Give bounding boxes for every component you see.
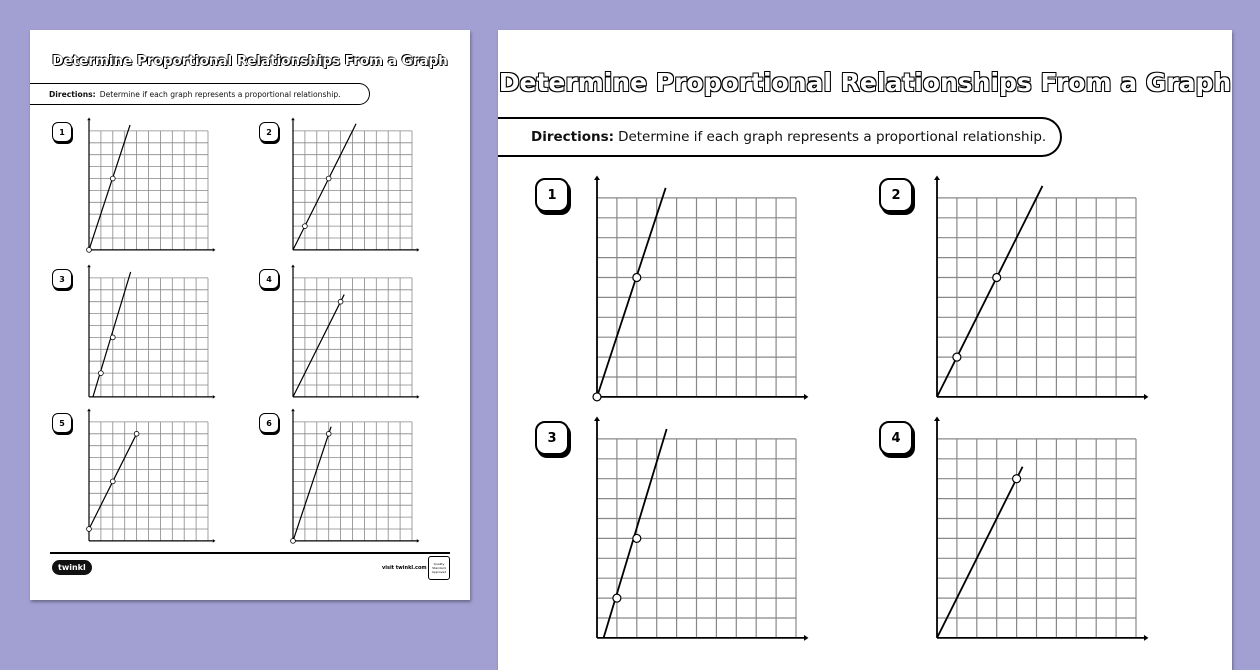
y-axis-arrow [594, 417, 600, 421]
y-axis-arrow [87, 118, 91, 121]
data-point [110, 176, 115, 181]
data-point [953, 353, 961, 361]
question-badge-2: 2 [259, 122, 279, 142]
directions-box [498, 117, 1062, 157]
coordinate-grid [591, 413, 812, 644]
x-axis-arrow [1144, 635, 1148, 641]
graph-2 [931, 172, 1152, 407]
data-point [303, 224, 308, 229]
y-axis-arrow [291, 265, 295, 268]
footer-divider [50, 552, 450, 554]
coordinate-grid [83, 404, 220, 547]
quality-seal: Quality Standard Approved [428, 556, 450, 580]
coordinate-grid [83, 260, 220, 403]
directions-label: Directions: [49, 89, 96, 99]
data-point [338, 299, 343, 304]
data-point [134, 431, 139, 436]
directions-text: Determine if each graph represents a proportional relationship. [99, 89, 341, 99]
coordinate-grid [287, 113, 424, 256]
data-point [87, 248, 92, 253]
y-axis-arrow [291, 118, 295, 121]
directions-text: Determine if each graph represents a proportional relationship. [618, 129, 1047, 145]
question-badge-4: 4 [259, 269, 279, 289]
question-badge-5: 5 [52, 413, 72, 433]
x-axis-arrow [213, 539, 216, 543]
worksheet-preview[interactable] [498, 30, 1232, 670]
directions-box [30, 83, 370, 105]
data-point [326, 431, 331, 436]
coordinate-grid [83, 113, 220, 256]
coordinate-grid [931, 172, 1152, 403]
question-badge-3: 3 [52, 269, 72, 289]
data-point [993, 274, 1001, 282]
y-axis-arrow [87, 265, 91, 268]
data-point [613, 594, 621, 602]
graph-line [937, 467, 1023, 638]
coordinate-grid [931, 413, 1152, 644]
question-badge-4: 4 [879, 421, 913, 455]
directions-label: Directions: [531, 129, 615, 145]
question-badge-1: 1 [535, 178, 569, 212]
graph-3 [83, 260, 220, 407]
y-axis-arrow [594, 176, 600, 180]
x-axis-arrow [804, 394, 808, 400]
x-axis-arrow [417, 539, 420, 543]
worksheet-thumbnail[interactable] [30, 30, 470, 600]
graph-5 [83, 404, 220, 551]
data-point [291, 539, 296, 544]
graph-1 [591, 172, 812, 407]
graph-4 [287, 260, 424, 407]
data-point [110, 479, 115, 484]
graph-4 [931, 413, 1152, 648]
y-axis-arrow [934, 417, 940, 421]
graph-line [89, 125, 130, 250]
twinkl-logo: twinkl [52, 560, 92, 575]
question-badge-6: 6 [259, 413, 279, 433]
y-axis-arrow [87, 409, 91, 412]
y-axis-arrow [934, 176, 940, 180]
data-point [593, 393, 601, 401]
x-axis-arrow [213, 395, 216, 399]
data-point [110, 335, 115, 340]
data-point [633, 534, 641, 542]
data-point [1013, 475, 1021, 483]
x-axis-arrow [417, 248, 420, 252]
x-axis-arrow [213, 248, 216, 252]
x-axis-arrow [804, 635, 808, 641]
graph-line [293, 427, 331, 541]
coordinate-grid [591, 172, 812, 403]
coordinate-grid [287, 404, 424, 547]
question-badge-2: 2 [879, 178, 913, 212]
worksheet-title: Determine Proportional Relationships From a Graph [498, 68, 1232, 97]
graph-1 [83, 113, 220, 260]
data-point [87, 527, 92, 532]
graph-2 [287, 113, 424, 260]
x-axis-arrow [1144, 394, 1148, 400]
x-axis-arrow [417, 395, 420, 399]
graph-line [293, 295, 344, 397]
graph-line [597, 188, 666, 397]
coordinate-grid [287, 260, 424, 403]
graph-3 [591, 413, 812, 648]
data-point [326, 176, 331, 181]
worksheet-title: Determine Proportional Relationships From a Graph [52, 53, 448, 69]
data-point [633, 274, 641, 282]
question-badge-3: 3 [535, 421, 569, 455]
graph-6 [287, 404, 424, 551]
question-badge-1: 1 [52, 122, 72, 142]
visit-link: visit twinkl.com [382, 565, 427, 571]
y-axis-arrow [291, 409, 295, 412]
data-point [99, 371, 104, 376]
